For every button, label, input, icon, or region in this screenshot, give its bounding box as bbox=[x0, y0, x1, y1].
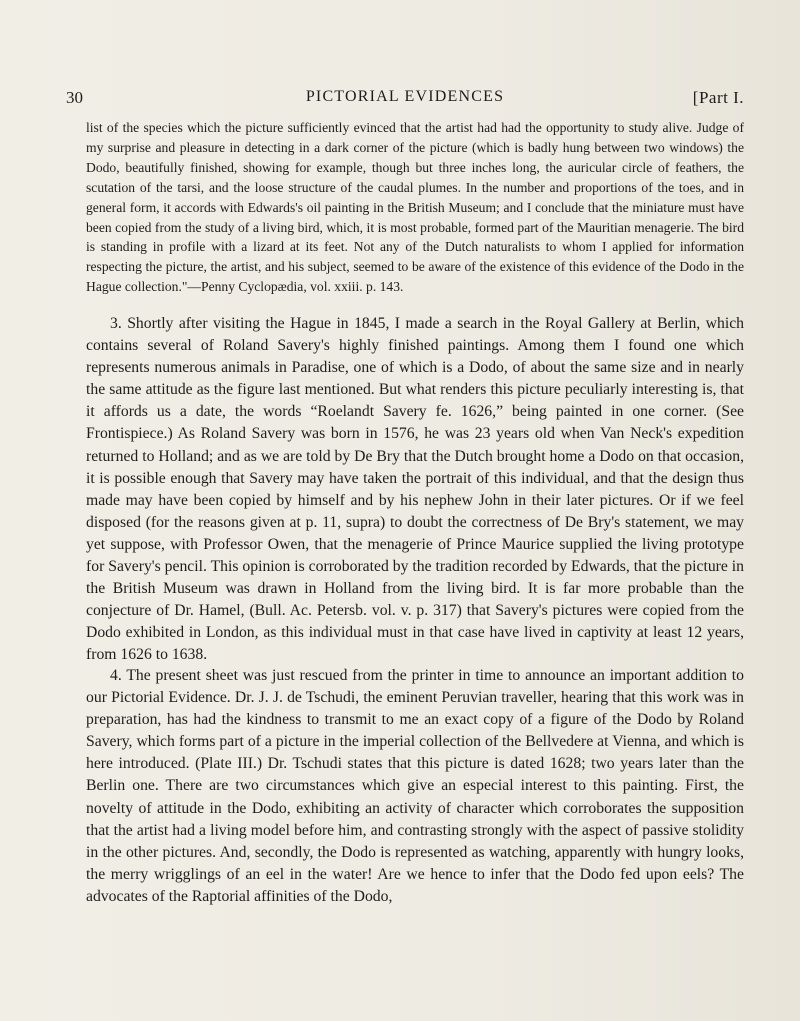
paragraph-3 bbox=[86, 313, 744, 667]
quote-paragraph: list of the species which the picture sufficiently evinced that the artist had had the opportunity to study alive. Judge of my surprise and pleasure in detecting in a dark corner of the picture (which is badly hung between two windows) the Dodo, beautifully finished, showing for example, though but three inches long, the auricular circle of feathers, the scutation of the tarsi, and the loose structure of the caudal plumes. In the number and proportions of the toes, and in general form, it accords with Edwards's oil painting in the British Museum; and I conclude that the miniature must have been copied from the study of a living bird, which, it is most probable, formed part of the Mauritian menagerie. The bird is standing in profile with a lizard at its feet. Not any of the Dutch naturalists to whom I applied for information respecting the picture, the artist, and his subject, seemed to be aware of the existence of this evidence of the Dodo in the Hague collection."—Penny Cyclopædia, vol. xxiii. p. 143. bbox=[86, 120, 744, 295]
page-header bbox=[66, 88, 744, 114]
quoted-passage bbox=[86, 118, 744, 297]
paragraph-3-text: 3. Shortly after visiting the Hague in 1845, I made a search in the Royal Gallery at Berlin, which contains several of Roland Savery's highly finished paintings. Among them I found one which represents numerous animals in Paradise, one of which is a Dodo, of about the same size and in nearly the same attitude as the figure last mentioned. But what renders this picture peculiarly interesting is, that it affords us a date, the words “Roelandt Savery fe. 1626,” being painted in one corner. (See Frontispiece.) As Roland Savery was born in 1576, he was 23 years old when Van Neck's expedition returned to Holland; and as we are told by De Bry that the Dutch brought home a Dodo on that occasion, it is possible enough that Savery may have taken the portrait of this individual, and that the design thus made may have been copied by himself and by his nephew John in their later pictures. Or if we feel disposed (for the reasons given at p. 11, supra) to doubt the correctness of De Bry's statement, we may yet suppose, with Professor Owen, that the menagerie of Prince Maurice supplied the living prototype for Savery's pencil. This opinion is corroborated by the tradition recorded by Edwards, that the picture in the British Museum was drawn in Holland from the living bird. It is far more probable than the conjecture of Dr. Hamel, (Bull. Ac. Petersb. vol. v. p. 317) that Savery's pictures were copied from the Dodo exhibited in London, as this individual must in that case have lived in captivity at least 12 years, from 1626 to 1638. bbox=[86, 315, 744, 664]
paragraph-4 bbox=[86, 665, 744, 908]
running-title: PICTORIAL EVIDENCES bbox=[305, 88, 505, 105]
page-number: 30 bbox=[66, 88, 83, 107]
part-label: [Part I. bbox=[692, 88, 744, 107]
paragraph-4-text: 4. The present sheet was just rescued from the printer in time to announce an important addition to our Pictorial Evidence. Dr. J. J. de Tschudi, the eminent Peruvian traveller, hearing that this work was in preparation, has had the kindness to transmit to me an exact copy of a figure of the Dodo by Roland Savery, which forms part of a picture in the imperial collection of the Bellvedere at Vienna, and which is here introduced. (Plate III.) Dr. Tschudi states that this picture is dated 1628; two years later than the Berlin one. There are two circumstances which give an especial interest to this painting. First, the novelty of attitude in the Dodo, exhibiting an activity of character which corroborates the supposition that the artist had a living model before him, and contrasting strongly with the aspect of passive stolidity in the other pictures. And, secondly, the Dodo is represented as watching, apparently with hungry looks, the merry wrigglings of an eel in the water! Are we hence to infer that the Dodo fed upon eels? The advocates of the Raptorial affinities of the Dodo, bbox=[86, 667, 744, 905]
